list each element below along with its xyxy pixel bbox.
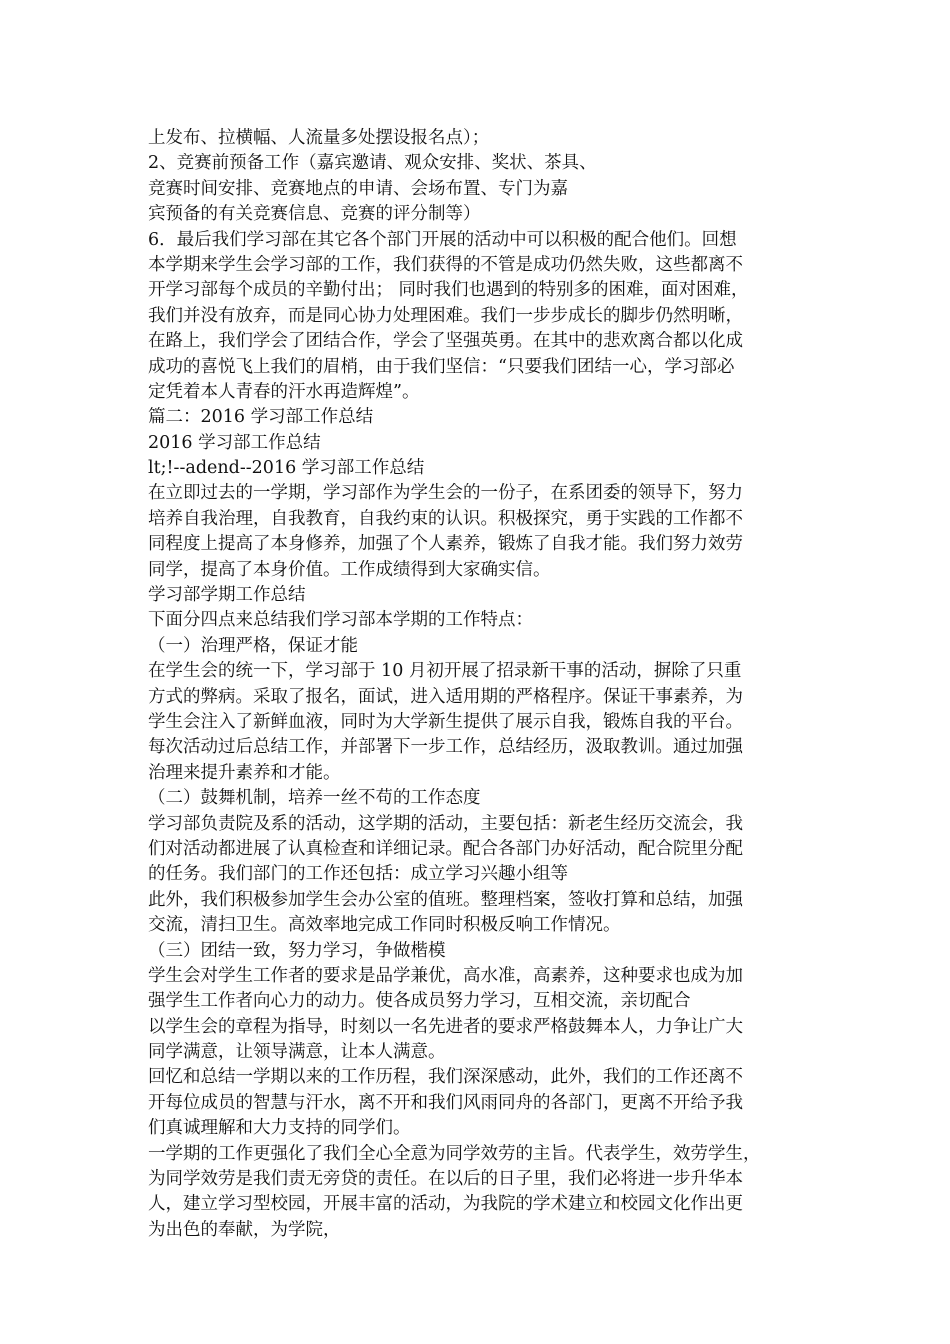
text-line: 学生会对学生工作者的要求是品学兼优，高水准，高素养，这种要求也成为加 <box>148 965 743 986</box>
text-line: 以学生会的章程为指导，时刻以一名先进者的要求严格鼓舞本人，力争让广大 <box>148 1016 743 1037</box>
text-line: 开学习部每个成员的辛勤付出； 同时我们也遇到的特别多的困难，面对困难， <box>148 280 749 301</box>
text-line: 为同学效劳是我们责无旁贷的责任。在以后的日子里，我们必将进一步升华本 <box>148 1169 743 1190</box>
text-line: 每次活动过后总结工作，并部署下一步工作，总结经历，汲取教训。通过加强 <box>148 737 743 758</box>
text-line: 2、竞赛前预备工作（嘉宾邀请、观众安排、奖状、茶具、 <box>148 153 597 174</box>
text-line: 回忆和总结一学期以来的工作历程，我们深深感动，此外，我们的工作还离不 <box>148 1067 743 1088</box>
subsection-heading: （二）鼓舞机制，培养一丝不苟的工作态度 <box>148 788 481 809</box>
text-line: 学习部负责院及系的活动，这学期的活动，主要包括：新老生经历交流会，我 <box>148 813 743 834</box>
text-line: lt;!--adend--2016 学习部工作总结 <box>148 458 425 479</box>
text-line: 在路上，我们学会了团结合作，学会了坚强英勇。在其中的悲欢离合都以化成 <box>148 331 743 352</box>
text-line: 交流，清扫卫生。高效率地完成工作同时积极反响工作情况。 <box>148 915 621 936</box>
text-line: 此外，我们积极参加学生会办公室的值班。整理档案，签收打算和总结，加强 <box>148 889 743 910</box>
text-line: 宾预备的有关竞赛信息、竞赛的评分制等） <box>148 204 481 225</box>
text-line: 竞赛时间安排、竞赛地点的申请、会场布置、专门为嘉 <box>148 178 568 199</box>
text-line: 强学生工作者向心力的动力。使各成员努力学习，互相交流，亲切配合 <box>148 991 691 1012</box>
text-line: 开每位成员的智慧与汗水，离不开和我们风雨同舟的各部门，更离不开给予我 <box>148 1092 743 1113</box>
text-line: 6．最后我们学习部在其它各个部门开展的活动中可以积极的配合他们。回想 <box>148 229 737 250</box>
text-line: 定凭着本人青春的汗水再造辉煌”。 <box>148 381 420 402</box>
text-line: 同学，提高了本身价值。工作成绩得到大家确实信。 <box>148 559 551 580</box>
section-title: 学习部学期工作总结 <box>148 585 306 606</box>
text-line: 下面分四点来总结我们学习部本学期的工作特点： <box>148 610 533 631</box>
text-line: 为出色的奉献，为学院， <box>148 1219 341 1240</box>
text-line: 人，建立学习型校园，开展丰富的活动，为我院的学术建立和校园文化作出更 <box>148 1194 743 1215</box>
document-body <box>148 126 816 1243</box>
text-line: 学生会注入了新鲜血液，同时为大学新生提供了展示自我，锻炼自我的平台。 <box>148 711 743 732</box>
text-line: 我们并没有放弃，而是同心协力处理困难。我们一步步成长的脚步仍然明晰， <box>148 305 743 326</box>
text-line: 的任务。我们部门的工作还包括：成立学习兴趣小组等 <box>148 864 568 885</box>
text-line: 治理来提升素养和才能。 <box>148 762 341 783</box>
text-line: 方式的弊病。采取了报名，面试，进入适用期的严格程序。保证干事素养，为 <box>148 686 743 707</box>
text-line: 本学期来学生会学习部的工作，我们获得的不管是成功仍然失败，这些都离不 <box>148 254 743 275</box>
text-line: 同程度上提高了本身修养，加强了个人素养，锻炼了自我才能。我们努力效劳 <box>148 534 743 555</box>
text-line: 在学生会的统一下，学习部于 10 月初开展了招录新干事的活动，摒除了只重 <box>148 661 742 682</box>
text-line: 一学期的工作更强化了我们全心全意为同学效劳的主旨。代表学生，效劳学生， <box>148 1143 761 1164</box>
section-heading: 篇二：2016 学习部工作总结 <box>148 407 374 428</box>
subsection-heading: （一）治理严格，保证才能 <box>148 635 358 656</box>
text-line: 上发布、拉横幅、人流量多处摆设报名点）； <box>148 128 490 148</box>
text-line: 同学满意，让领导满意，让本人满意。 <box>148 1042 446 1063</box>
text-line: 成功的喜悦飞上我们的眉梢，由于我们坚信：“只要我们团结一心，学习部必 <box>148 356 735 377</box>
text-line: 们对活动都进展了认真检查和详细记录。配合各部门办好活动，配合院里分配 <box>148 838 743 859</box>
text-line: 们真诚理解和大力支持的同学们。 <box>148 1118 411 1139</box>
text-line: 在立即过去的一学期，学习部作为学生会的一份子，在系团委的领导下，努力 <box>148 483 743 504</box>
section-title: 2016 学习部工作总结 <box>148 432 321 453</box>
text-line: 培养自我治理，自我教育，自我约束的认识。积极探究，勇于实践的工作都不 <box>148 508 743 529</box>
subsection-heading: （三）团结一致，努力学习，争做楷模 <box>148 940 446 961</box>
